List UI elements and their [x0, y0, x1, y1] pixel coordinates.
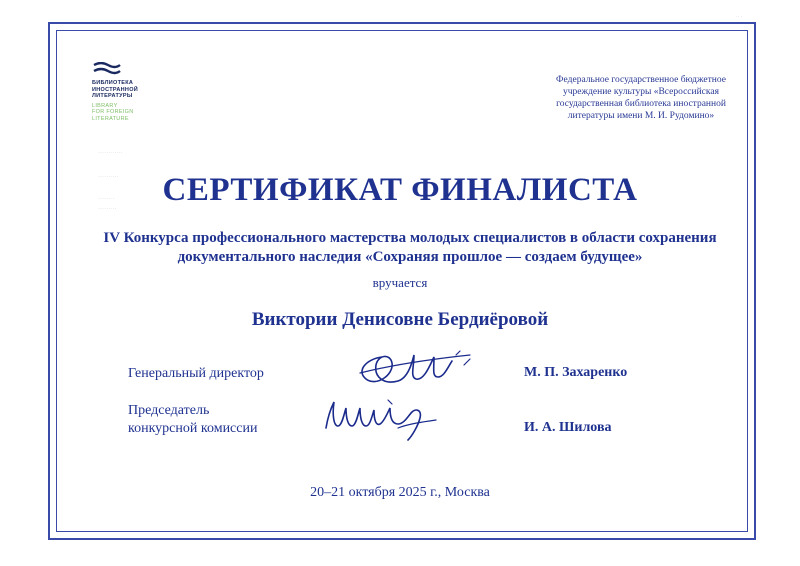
commission-chair-title: Председатель конкурсной комиссии: [128, 403, 258, 436]
logo-text-en: LIBRARY FOR FOREIGN LITERATURE: [92, 102, 134, 122]
logo-text-ru: БИБЛИОТЕКА ИНОСТРАННОЙ ЛИТЕРАТУРЫ: [92, 80, 139, 99]
commission-chair-name: И. А. Шилова: [524, 420, 612, 435]
commission-chair-signature: [318, 394, 442, 442]
show-through-mark: ········: [98, 196, 115, 202]
contest-description: [80, 229, 740, 267]
certificate-title: СЕРТИФИКАТ ФИНАЛИСТА: [162, 172, 638, 208]
corner-show-through: ·· ·: [736, 14, 743, 20]
show-through-mark: ·········: [98, 206, 117, 212]
show-through-mark: ············: [98, 150, 123, 156]
director-name: М. П. Захаренко: [524, 365, 628, 380]
library-wave-logo-icon: [92, 62, 122, 76]
organization-name: Федеральное государственное бюджетное учреждение культуры «Всероссийская государственная библиотека иностранной литературы имени М. И. Рудомино»: [556, 75, 726, 121]
director-title: Генеральный директор: [128, 366, 264, 381]
show-through-mark: ··········: [98, 174, 119, 180]
library-logo: [92, 62, 182, 122]
awarded-text: вручается: [372, 275, 428, 290]
contest-description-line: IV Конкурса профессионального мастерства молодых специалистов в области сохранения: [103, 230, 717, 246]
recipient-name: Виктории Денисовне Бердиёровой: [251, 309, 549, 330]
contest-description-line: документального наследия «Сохраняя прошлое — создаем будущее»: [177, 249, 643, 265]
event-date-location: 20–21 октября 2025 г., Москва: [310, 485, 490, 500]
director-signature: [352, 343, 480, 391]
